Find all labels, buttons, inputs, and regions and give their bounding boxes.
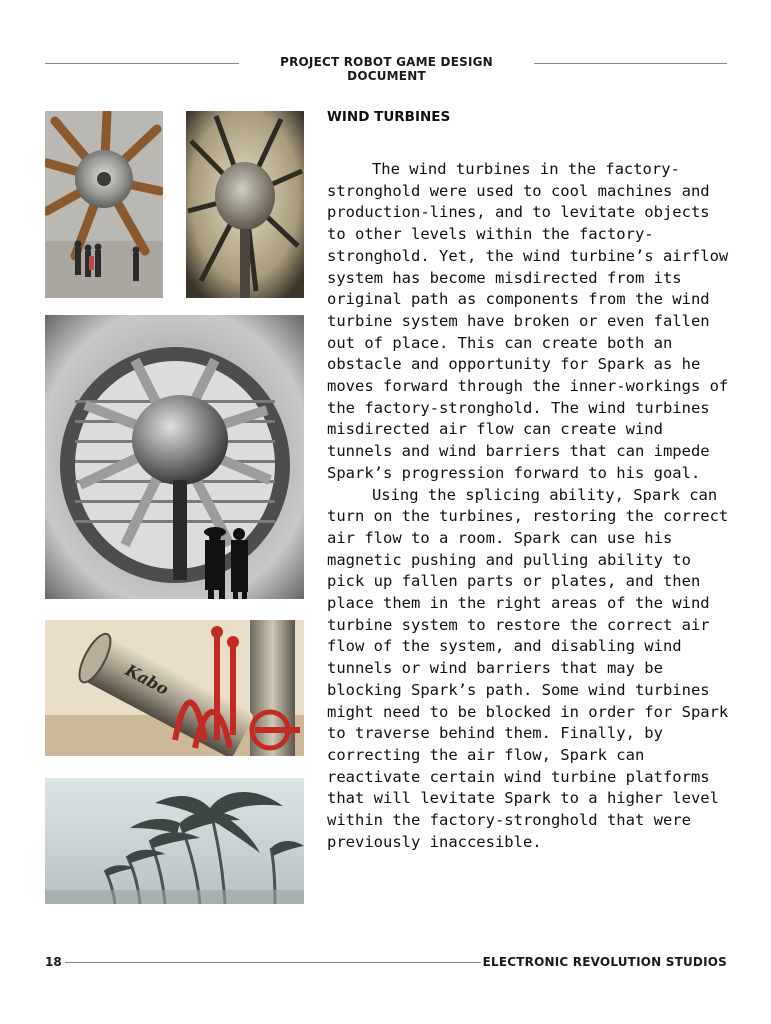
studio-name: ELECTRONIC REVOLUTION STUDIOS — [482, 955, 727, 969]
section-title: WIND TURBINES — [327, 109, 451, 125]
body-text — [327, 159, 729, 854]
header-rule-right — [534, 63, 727, 64]
palm-trees-storm-photo — [45, 778, 304, 904]
page-footer — [45, 953, 727, 973]
document-title: PROJECT ROBOT GAME DESIGN DOCUMENT — [280, 55, 493, 83]
metal-turbine-photo — [186, 111, 304, 298]
header-rule-left — [45, 63, 239, 64]
wooden-fan-photo — [45, 111, 163, 298]
wind-tunnel-fan-photo — [45, 315, 304, 599]
footer-rule — [65, 962, 481, 963]
vintage-pipe-illustration — [45, 620, 304, 756]
pipe-sign-text: Kabo — [122, 660, 172, 699]
paragraph-2: Using the splicing ability, Spark can turn on the turbines, restoring the correct air flow to a room. Spark can use his magnetic pushing and pulling ability to pick up fallen parts or plates, and then place them in the right areas of the wind turbine system to restore the correct air flow of the system, and disabling wind tunnels or wind barriers that may be blocking Spark’s path. Some wind turbines might need to be blocked in order for Spark to traverse behind them. Finally, by correcting the air flow, Spark can reactivate certain wind turbine platforms that will levitate Spark to a higher level within the factory-stronghold that were previously inaccesible. — [327, 485, 729, 851]
page-number: 18 — [45, 955, 62, 969]
page-header — [45, 54, 727, 83]
paragraph-1: The wind turbines in the factory-stronghold were used to cool machines and production-lines, and to levitate objects to other levels within the factory-stronghold. Yet, the wind turbine’s airflow system has become misdirected from its original path as components from the wind turbine system have broken or even fallen out of place. This can create both an obstacle and opportunity for Spark as he moves forward through the inner-workings of the factory-stronghold. The wind turbines misdirected air flow can create wind tunnels and wind barriers that can impede Spark’s progression forward to his goal. — [327, 160, 729, 482]
